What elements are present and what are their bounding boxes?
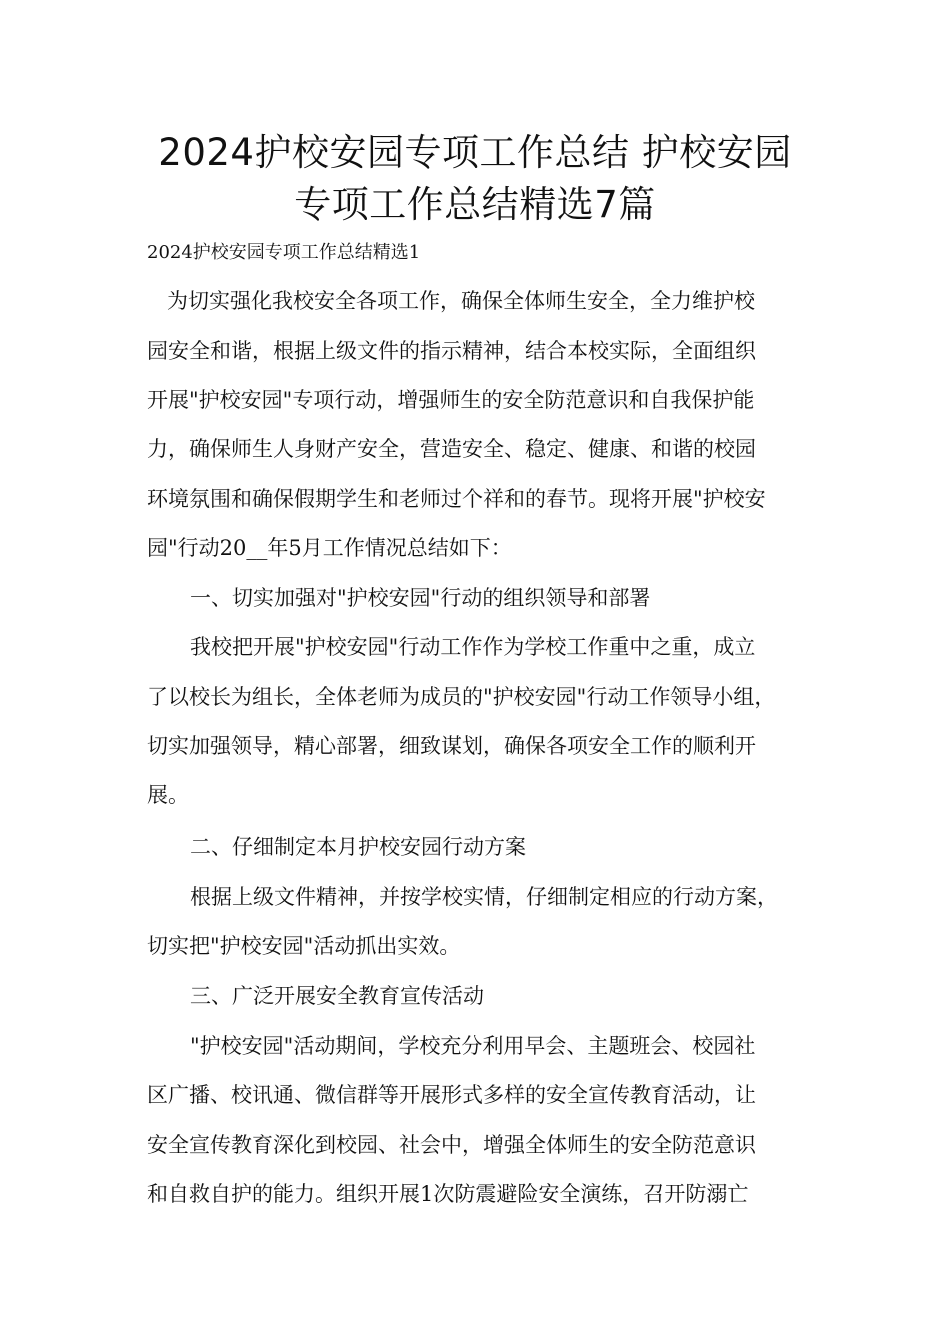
body-line: 园安全和谐，根据上级文件的指示精神，结合本校实际，全面组织 xyxy=(147,339,756,363)
section-heading: 一、切实加强对"护校安园"行动的组织领导和部署 xyxy=(190,586,651,610)
body-line: 切实加强领导，精心部署，细致谋划，确保各项安全工作的顺利开 xyxy=(147,734,756,758)
body-line: 开展"护校安园"专项行动，增强师生的安全防范意识和自我保护能 xyxy=(147,388,755,412)
body-line: 我校把开展"护校安园"行动工作作为学校工作重中之重，成立 xyxy=(190,635,756,659)
body-line: 力，确保师生人身财产安全，营造安全、稳定、健康、和谐的校园 xyxy=(147,437,756,461)
body-line: 区广播、校讯通、微信群等开展形式多样的安全宣传教育活动，让 xyxy=(147,1083,756,1107)
title-line-2: 专项工作总结精选7篇 xyxy=(294,183,656,226)
body-line: 和自救自护的能力。组织开展1次防震避险安全演练，召开防溺亡 xyxy=(147,1182,749,1206)
body-line: 展。 xyxy=(147,783,189,807)
body-line: "护校安园"活动期间，学校充分利用早会、主题班会、校园社 xyxy=(190,1034,756,1058)
body-line: 根据上级文件精神，并按学校实情，仔细制定相应的行动方案， xyxy=(190,885,778,909)
subtitle: 2024护校安园专项工作总结精选1 xyxy=(147,242,421,263)
body-line: 为切实强化我校安全各项工作，确保全体师生安全，全力维护校 xyxy=(167,289,755,313)
body-line: 了以校长为组长，全体老师为成员的"护校安园"行动工作领导小组， xyxy=(147,685,776,709)
section-heading: 二、仔细制定本月护校安园行动方案 xyxy=(190,835,526,859)
section-heading: 三、广泛开展安全教育宣传活动 xyxy=(190,984,484,1008)
body-line: 园"行动20__年5月工作情况总结如下： xyxy=(147,536,512,560)
body-line: 安全宣传教育深化到校园、社会中，增强全体师生的安全防范意识 xyxy=(147,1133,756,1157)
title-line-1: 2024护校安园专项工作总结 护校安园 xyxy=(158,131,792,174)
body-line: 切实把"护校安园"活动抓出实效。 xyxy=(147,934,461,958)
body-line: 环境氛围和确保假期学生和老师过个祥和的春节。现将开展"护校安 xyxy=(147,487,766,511)
